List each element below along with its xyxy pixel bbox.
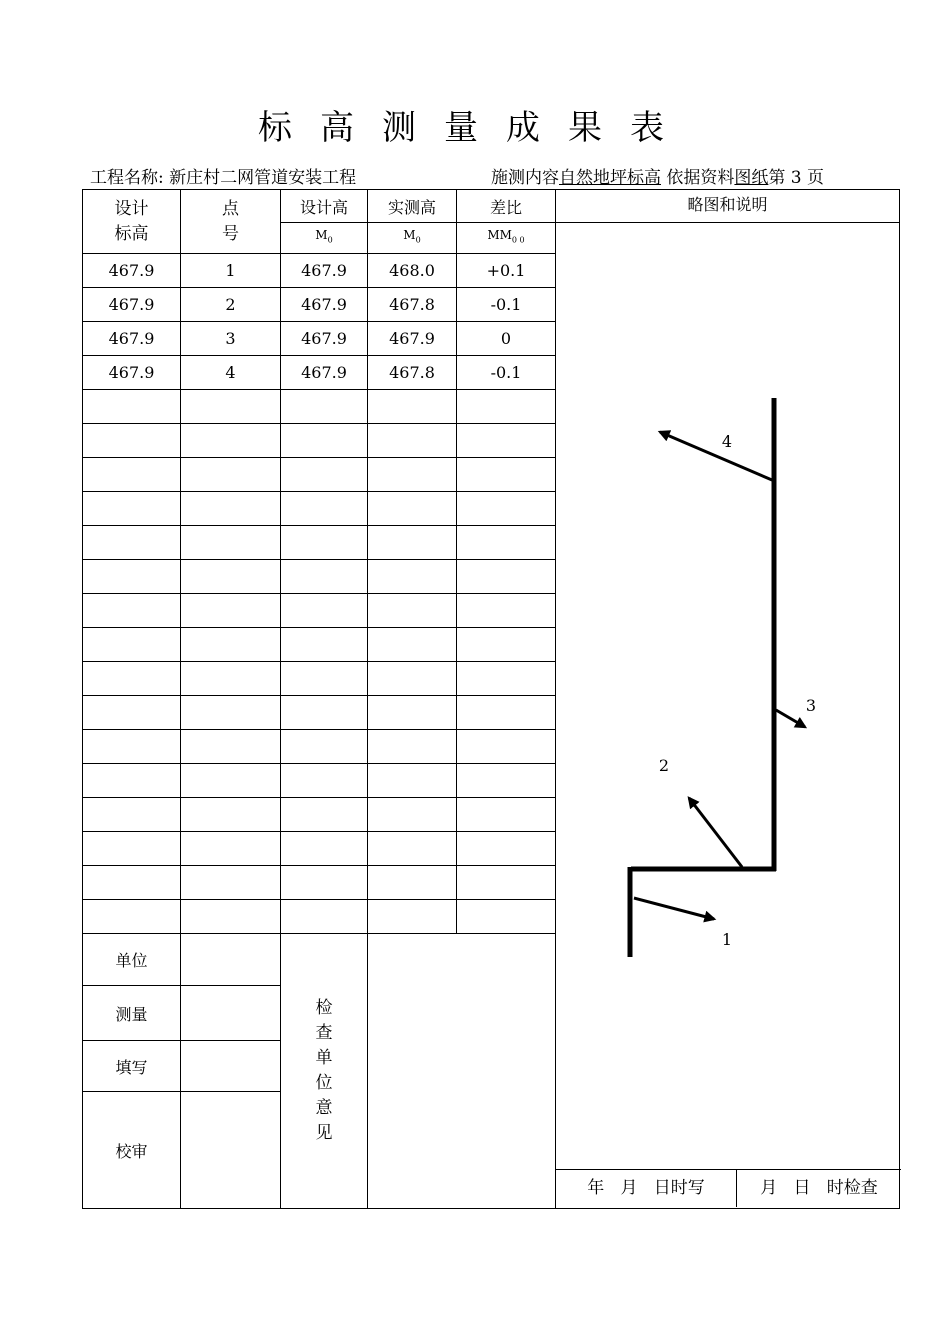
footer-checked: 月 日 时检查 [760,1178,878,1198]
content-value: 自然地坪标高 [559,168,661,188]
sign-survey-field [181,986,281,1041]
sketch-area [556,223,900,1209]
header-design-elev: 设计标高 [83,190,181,254]
survey-table [82,189,900,1209]
sketch-label-4: 4 [721,432,733,451]
cell-measured: 467.8 [368,356,457,390]
footer-written: 年 月 日时写 [556,1170,737,1207]
cell-point: 4 [181,356,281,390]
cell-point: 3 [181,322,281,356]
cell-measured: 467.8 [368,288,457,322]
basis-label: 依据资料 [666,168,735,188]
header-point-no: 点号 [181,190,281,254]
page-title: 标高测量成果表 [258,108,692,148]
sketch-footer [556,1169,901,1207]
arrow-point-2 [689,798,742,867]
cell-diff: -0.1 [457,288,556,322]
cell-measured: 468.0 [368,254,457,288]
cell-design-elev: 467.9 [83,288,181,322]
opinion-label: 检查单位意见 [281,934,368,1209]
sign-review-label: 校审 [83,1092,181,1209]
sketch-diagram [556,223,901,1169]
sketch-label-2: 2 [658,756,670,775]
header-diff: 差比 [457,190,556,223]
cell-design-elev: 467.9 [83,254,181,288]
cell-diff: -0.1 [457,356,556,390]
sign-fill-label: 填写 [83,1041,181,1092]
cell-design-elev: 467.9 [83,356,181,390]
opinion-field [368,934,556,1209]
cell-measured: 467.9 [368,322,457,356]
arrow-point-4 [660,432,772,480]
cell-design-height: 467.9 [281,254,368,288]
project-label: 工程名称: [90,168,170,188]
unit-measured: $M_0$ [368,223,457,254]
sketch-label-1: 1 [721,930,733,949]
cell-design-height: 467.9 [281,322,368,356]
survey-info [491,163,824,188]
cell-point: 1 [181,254,281,288]
arrow-point-1 [634,898,714,919]
unit-diff: $MM_{0 0}$ [457,223,556,254]
sign-review-field [181,1092,281,1209]
project-name: 新庄村二网管道安装工程 [169,168,357,188]
sign-unit-field [181,934,281,986]
content-label: 施测内容 [491,168,559,188]
sign-unit-label: 单位 [83,934,181,986]
cell-design-height: 467.9 [281,288,368,322]
header-sketch: 略图和说明 [556,190,900,223]
cell-design-height: 467.9 [281,356,368,390]
header-measured: 实测高 [368,190,457,223]
arrow-point-3 [776,710,805,727]
cell-diff: +0.1 [457,254,556,288]
sketch-label-3: 3 [805,696,817,715]
unit-design-height: $M_0$ [281,223,368,254]
project-info [90,163,356,188]
basis-value: 图纸 [734,168,769,188]
sign-survey-label: 测量 [83,986,181,1041]
header-design-height: 设计高 [281,190,368,223]
cell-design-elev: 467.9 [83,322,181,356]
page-number: 第 3 页 [768,168,825,188]
sign-fill-field [181,1041,281,1092]
cell-diff: 0 [457,322,556,356]
cell-point: 2 [181,288,281,322]
